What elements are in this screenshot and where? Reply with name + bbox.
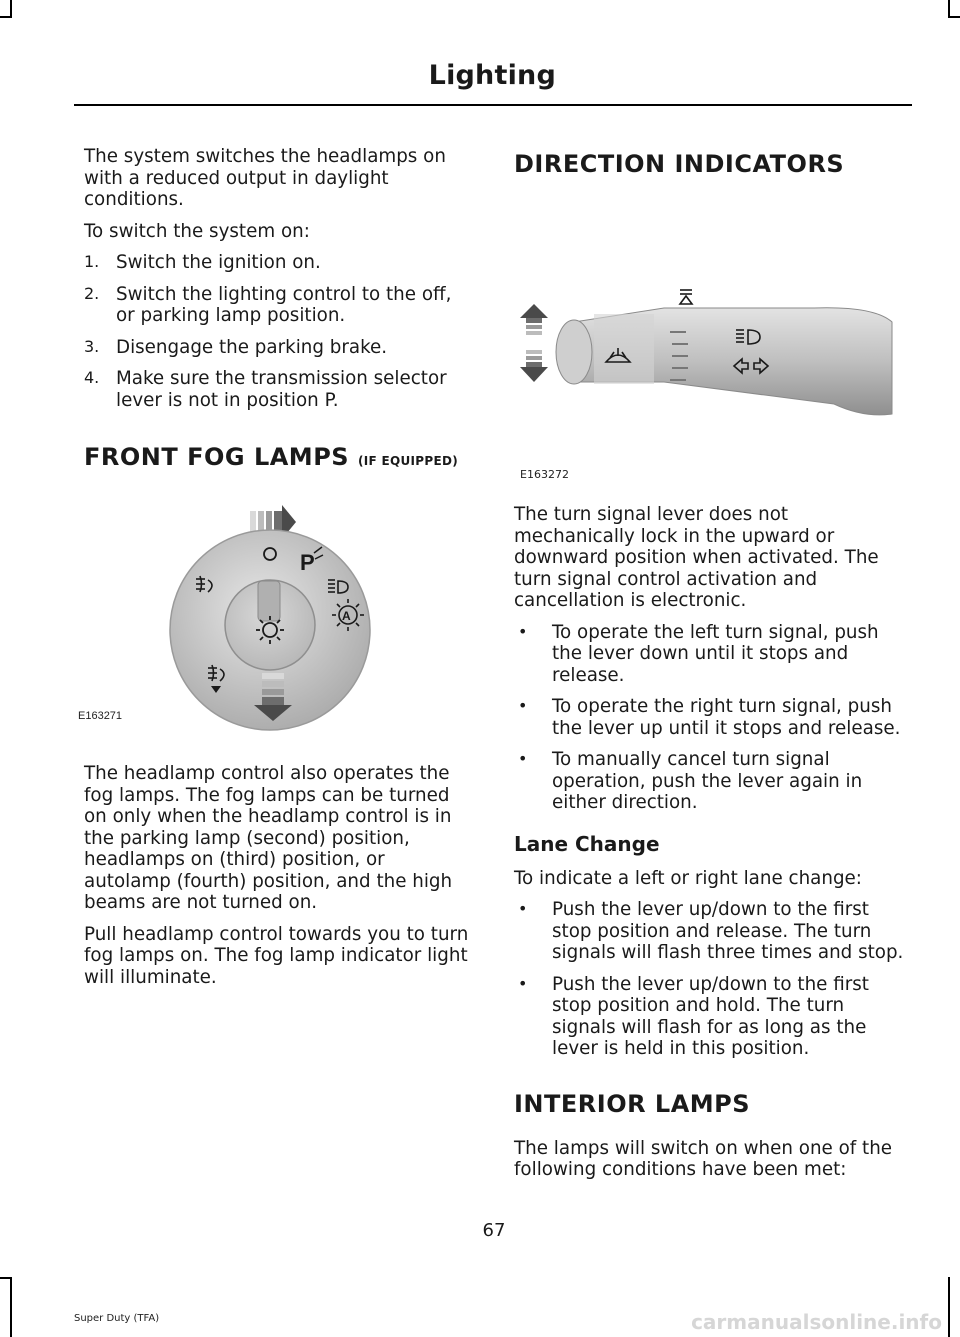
left-column — [78, 146, 474, 988]
switch-on-text: To switch the system on: — [84, 220, 310, 242]
list-item: • Push the lever up/down to the first stop position and hold. The turn signals will flash for as long as the lever is held in this position. — [518, 973, 869, 1059]
step-item: 2. Switch the lighting control to the off, or parking lamp position. — [84, 283, 452, 326]
page-number: 67 — [482, 1220, 506, 1241]
right-column — [514, 146, 908, 1181]
headlamp-dial-figure — [78, 475, 474, 745]
turn-signal-lever-illustration — [514, 182, 908, 452]
list-item: • To manually cancel turn signal operation, push the lever again in either direction. — [518, 749, 863, 813]
turn-signal-paragraph: The turn signal lever does not mechanically lock in the upward or downward position when activated. The turn signal control activation and cancellation is electronic. — [514, 504, 879, 611]
headlamp-dial-illustration — [78, 475, 474, 745]
interior-lamps-heading: INTERIOR LAMPS — [514, 1089, 751, 1118]
crop-mark — [10, 1277, 12, 1337]
high-beam-flash-icon — [680, 290, 692, 304]
intro-paragraph: The system switches the headlamps on with a reduced output in daylight conditions. — [84, 146, 446, 210]
list-item: • To operate the left turn signal, push the lever down until it stops and release. — [518, 621, 879, 686]
lane-change-intro: To indicate a left or right lane change: — [514, 867, 862, 889]
list-item: • Push the lever up/down to the first stop position and release. The turn signals will flash three times and stop. — [518, 899, 904, 963]
fog-paragraph-1: The headlamp control also operates the fog lamps. The fog lamps can be turned on only when the headlamp control is in the parking lamp (second) position, headlamps on (third) position, or autolamp (fourth) position, and the high beams are not turned on. — [84, 763, 453, 913]
fog-lamps-heading: FRONT FOG LAMPS (IF EQUIPPED) — [84, 443, 459, 471]
fog-paragraph-2: Pull headlamp control towards you to turn fog lamps on. The fog lamp indicator light will illuminate. — [84, 923, 469, 988]
step-item: 1. Switch the ignition on. — [84, 252, 321, 273]
figure-label: E163272 — [520, 468, 569, 481]
step-item: 3. Disengage the parking brake. — [84, 336, 388, 358]
turn-signal-figure — [514, 182, 908, 481]
document-name: Super Duty (TFA) — [74, 1313, 160, 1324]
crop-mark — [0, 1277, 12, 1279]
watermark: carmanualsonline.info — [691, 1310, 942, 1334]
lane-change-heading: Lane Change — [514, 831, 660, 856]
header-divider — [74, 104, 912, 106]
list-item: • To operate the right turn signal, push the lever up until it stops and release. — [518, 696, 901, 739]
interior-lamps-paragraph: The lamps will switch on when one of the following conditions have been met: — [514, 1137, 893, 1180]
crop-mark — [0, 16, 12, 18]
crop-mark — [948, 16, 960, 18]
crop-mark — [948, 1277, 950, 1337]
step-item: 4. Make sure the transmission selector lever is not in position P. — [84, 368, 447, 411]
figure-label: E163271 — [78, 710, 123, 722]
direction-indicators-heading: DIRECTION INDICATORS — [514, 150, 845, 178]
page-title: Lighting — [428, 60, 556, 91]
parking-lamp-icon: P — [300, 550, 315, 575]
svg-text:A: A — [342, 609, 351, 623]
